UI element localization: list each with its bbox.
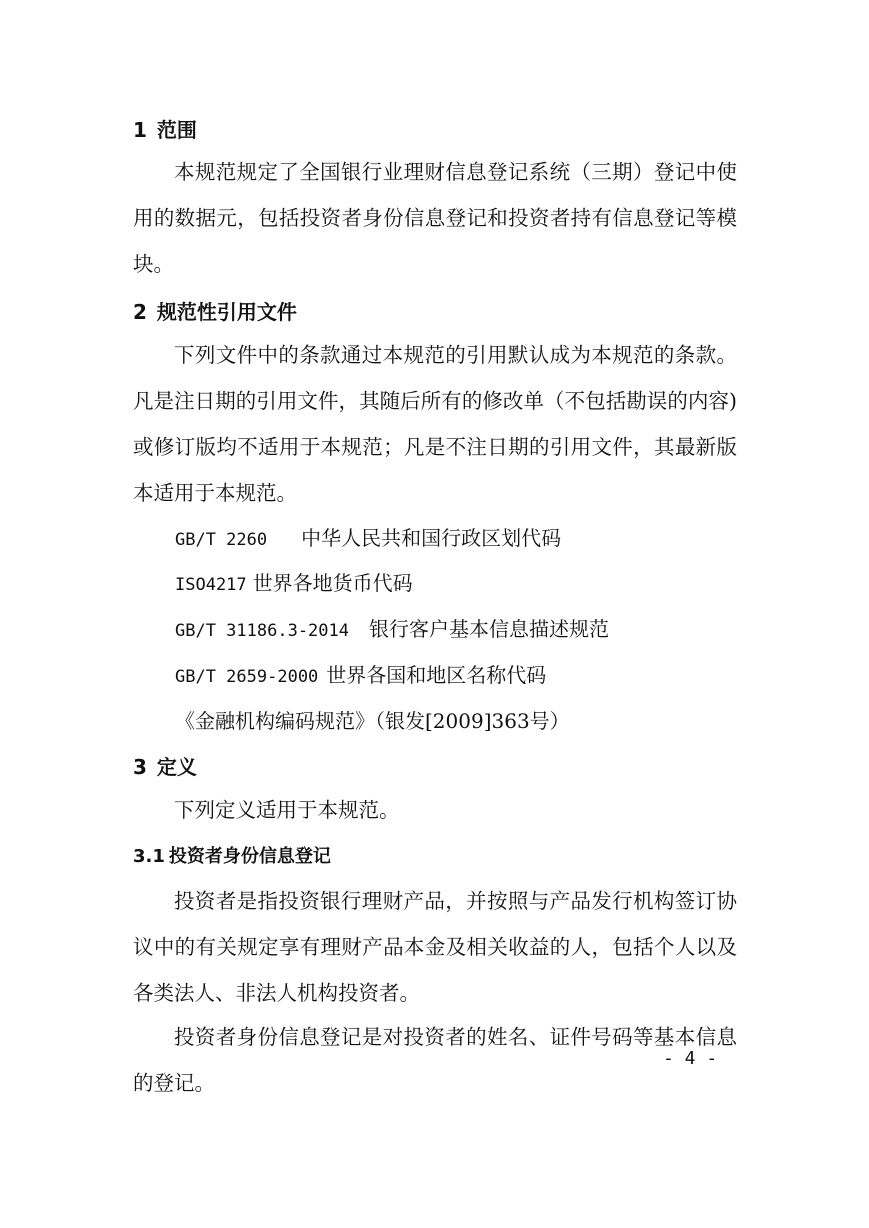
section-title: 规范性引用文件 <box>156 300 297 324</box>
reference-code: GB/T 31186.3-2014 <box>175 621 349 641</box>
reference-title: 世界各国和地区名称代码 <box>326 663 547 687</box>
reference-item <box>175 709 570 733</box>
subsection-heading-investor-identity <box>133 846 331 868</box>
page-number: - 4 - <box>663 1048 718 1069</box>
reference-code: GB/T 2659-2000 <box>175 667 319 687</box>
reference-title: 中华人民共和国行政区划代码 <box>301 526 562 550</box>
section-title: 定义 <box>156 755 197 779</box>
paragraph-references-intro: 下列文件中的条款通过本规范的引用默认成为本规范的条款。凡是注日期的引用文件，其随后所有的修改单（不包括勘误的内容)或修订版均不适用于本规范；凡是不注日期的引用文件，其最新版本适用于本规范。 <box>133 343 737 505</box>
section-title: 范围 <box>156 118 197 142</box>
paragraph-identity-registration: 投资者身份信息登记是对投资者的姓名、证件号码等基本信息的登记。 <box>133 1025 737 1095</box>
reference-item <box>175 663 546 689</box>
reference-item <box>175 526 561 552</box>
reference-item <box>175 617 609 643</box>
paragraph-scope: 本规范规定了全国银行业理财信息登记系统（三期）登记中使用的数据元，包括投资者身份信息登记和投资者持有信息登记等模块。 <box>133 160 737 276</box>
section-number: 3.1 <box>133 846 165 867</box>
paragraph-definitions-intro: 下列定义适用于本规范。 <box>174 798 400 822</box>
section-number: 2 <box>133 300 147 324</box>
reference-code: 《金融机构编码规范》 <box>175 709 375 733</box>
reference-item <box>175 571 413 597</box>
section-number: 3 <box>133 755 147 779</box>
paragraph-investor-definition: 投资者是指投资银行理财产品，并按照与产品发行机构签订协议中的有关规定享有理财产品本金及相关收益的人，包括个人以及各类法人、非法人机构投资者。 <box>133 889 737 1005</box>
reference-code: ISO4217 <box>175 575 247 595</box>
section-number: 1 <box>133 118 147 142</box>
reference-title: 银行客户基本信息描述规范 <box>369 617 609 641</box>
reference-title: （银发[2009]363号） <box>375 709 570 733</box>
section-title: 投资者身份信息登记 <box>168 846 331 867</box>
reference-title: 世界各地货币代码 <box>252 571 413 595</box>
section-heading-definitions <box>133 755 197 779</box>
reference-code: GB/T 2260 <box>175 530 268 550</box>
section-heading-scope <box>133 118 197 142</box>
section-heading-normative-references <box>133 300 297 324</box>
